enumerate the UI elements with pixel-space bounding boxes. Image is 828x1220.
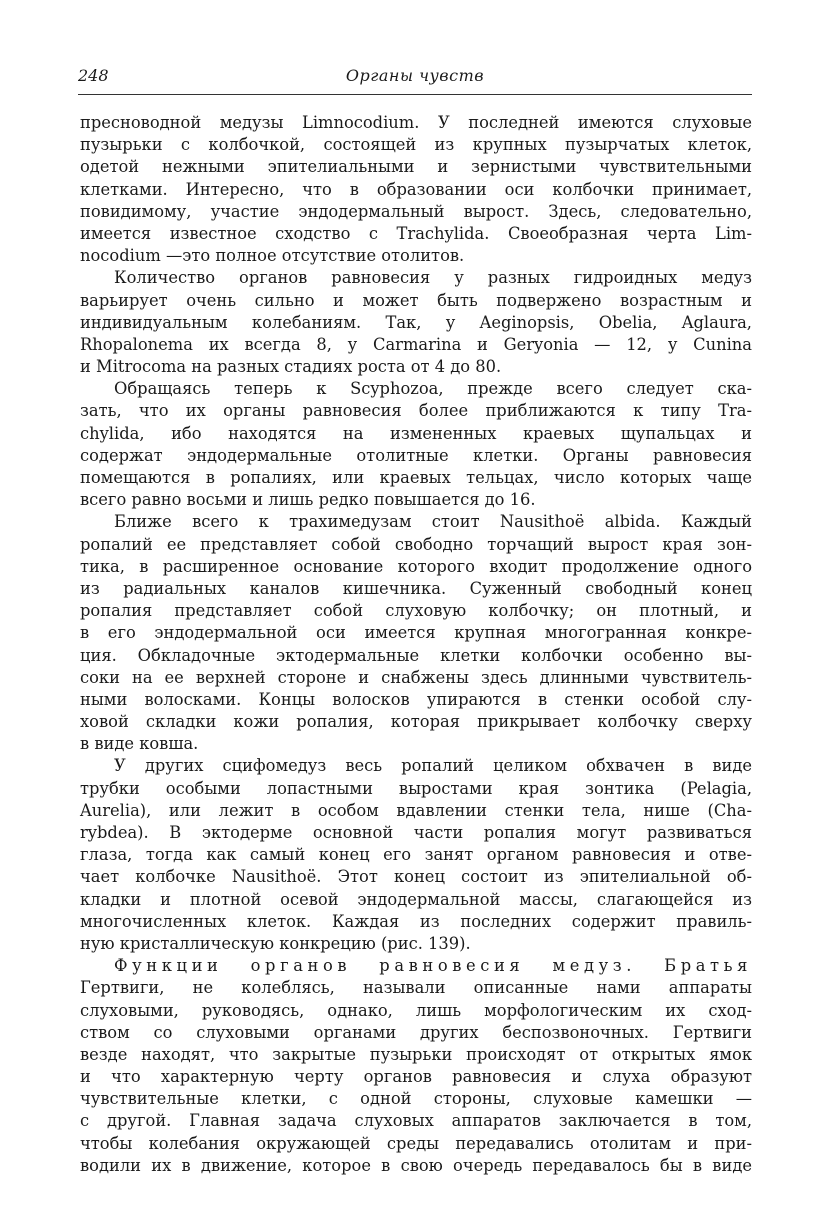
header-rule xyxy=(78,94,752,95)
text-line: трубки особыми лопастными выростами края зонтика (Pelagia, xyxy=(80,778,752,798)
text-line: Aurelia), или лежит в особом вдавлении стенки тела, нише (Cha- xyxy=(80,800,752,820)
text-line: ция. Обкладочные эктодермальные клетки колбочки особенно вы- xyxy=(80,645,752,665)
text-line: ропалий ее представляет собой свободно торчащий вырост края зон- xyxy=(80,534,752,554)
text-line: Ближе всего к трахимедузам стоит Nausithoë albida. Каждый xyxy=(114,512,752,532)
text-line: глаза, тогда как самый конец его занят органом равновесия и отве- xyxy=(80,845,752,865)
running-title: Органы чувств xyxy=(345,66,485,85)
body-text xyxy=(80,112,752,1177)
text-line: Rhopalonema их всегда 8, у Carmarina и Geryonia — 12, у Cunina xyxy=(80,334,752,354)
text-line: кладки и плотной осевой эндодермальной массы, слагающейся из xyxy=(80,889,752,909)
text-line: У других сцифомедуз весь ропалий целиком обхвачен в виде xyxy=(114,756,752,776)
text-line: зать, что их органы равновесия более приближаются к типу Tra- xyxy=(80,401,752,421)
text-line: ную кристаллическую конкрецию (рис. 139). xyxy=(80,933,471,953)
text-line: пузырьки с колбочкой, состоящей из крупных пузырчатых клеток, xyxy=(80,135,752,155)
text-line: ными волосками. Концы волосков упираются в стенки особой слу- xyxy=(80,689,752,709)
text-line: чтобы колебания окружающей среды передавались отолитам и при- xyxy=(80,1133,752,1153)
text-line: слуховыми, руководясь, однако, лишь морфологическим их сход- xyxy=(80,1000,752,1020)
text-line: и что характерную черту органов равновесия и слуха образуют xyxy=(80,1067,752,1087)
text-line: ховой складки кожи ропалия, которая прикрывает колбочку сверху xyxy=(80,712,752,732)
text-line: с другой. Главная задача слуховых аппаратов заключается в том, xyxy=(80,1111,752,1131)
text-line: nocodium —это полное отсутствие отолитов. xyxy=(80,246,465,266)
text-line: клетками. Интересно, что в образовании оси колбочки принимает, xyxy=(80,179,752,199)
text-line: чувствительные клетки, с одной стороны, слуховые камешки — xyxy=(80,1089,752,1109)
text-line: многочисленных клеток. Каждая из последних содержит правиль- xyxy=(80,911,752,931)
text-line: Гертвиги, не колеблясь, называли описанные нами аппараты xyxy=(80,978,752,998)
text-line: пресноводной медузы Limnocodium. У последней имеются слуховые xyxy=(80,113,752,132)
text-line: chylida, ибо находятся на измененных краевых щупальцах и xyxy=(80,423,752,443)
text-line: тика, в расширенное основание которого входит продолжение одного xyxy=(80,556,752,576)
text-line: имеется известное сходство с Trachylida. Своеобразная черта Lim- xyxy=(80,223,752,243)
text-line: индивидуальным колебаниям. Так, у Aeginopsis, Obelia, Aglaura, xyxy=(80,312,752,332)
text-line: чает колбочке Nausithoë. Этот конец состоит из эпителиальной об- xyxy=(80,867,752,887)
text-line: и Mitrocoma на разных стадиях роста от 4 до 80. xyxy=(80,357,502,377)
text-line: соки на ее верхней стороне и снабжены здесь длинными чувствитель- xyxy=(80,667,752,687)
text-line: содержат эндодермальные отолитные клетки. Органы равновесия xyxy=(80,445,752,465)
section-heading-line: Функции органов равновесия медуз. Братья xyxy=(114,956,752,976)
running-head xyxy=(78,66,752,90)
text-line: ропалия представляет собой слуховую колбочку; он плотный, и xyxy=(80,601,752,621)
text-line: Количество органов равновесия у разных гидроидных медуз xyxy=(114,268,752,288)
page-number: 248 xyxy=(78,66,109,85)
text-line: из радиальных каналов кишечника. Суженный свободный конец xyxy=(80,578,752,598)
text-line: в его эндодермальной оси имеется крупная многогранная конкре- xyxy=(80,623,752,643)
text-line: rybdea). В эктодерме основной части ропалия могут развиваться xyxy=(80,823,752,842)
text-line: одетой нежными эпителиальными и зернистыми чувствительными xyxy=(80,157,752,177)
text-line: помещаются в ропалиях, или краевых тельцах, число которых чаще xyxy=(80,468,752,487)
text-line: в виде ковша. xyxy=(80,734,199,754)
text-line: повидимому, участие эндодермальный вырост. Здесь, следовательно, xyxy=(80,201,752,221)
text-line: ством со слуховыми органами других беспозвоночных. Гертвиги xyxy=(80,1022,752,1042)
text-line: везде находят, что закрытые пузырьки происходят от открытых ямок xyxy=(80,1044,752,1064)
text-line: всего равно восьми и лишь редко повышается до 16. xyxy=(80,490,536,510)
text-line: Обращаясь теперь к Scyphozoa, прежде всего следует ска- xyxy=(114,379,752,399)
text-line: водили их в движение, которое в свою очередь передавалось бы в виде xyxy=(80,1155,752,1175)
text-line: варьирует очень сильно и может быть подвержено возрастным и xyxy=(80,290,752,310)
